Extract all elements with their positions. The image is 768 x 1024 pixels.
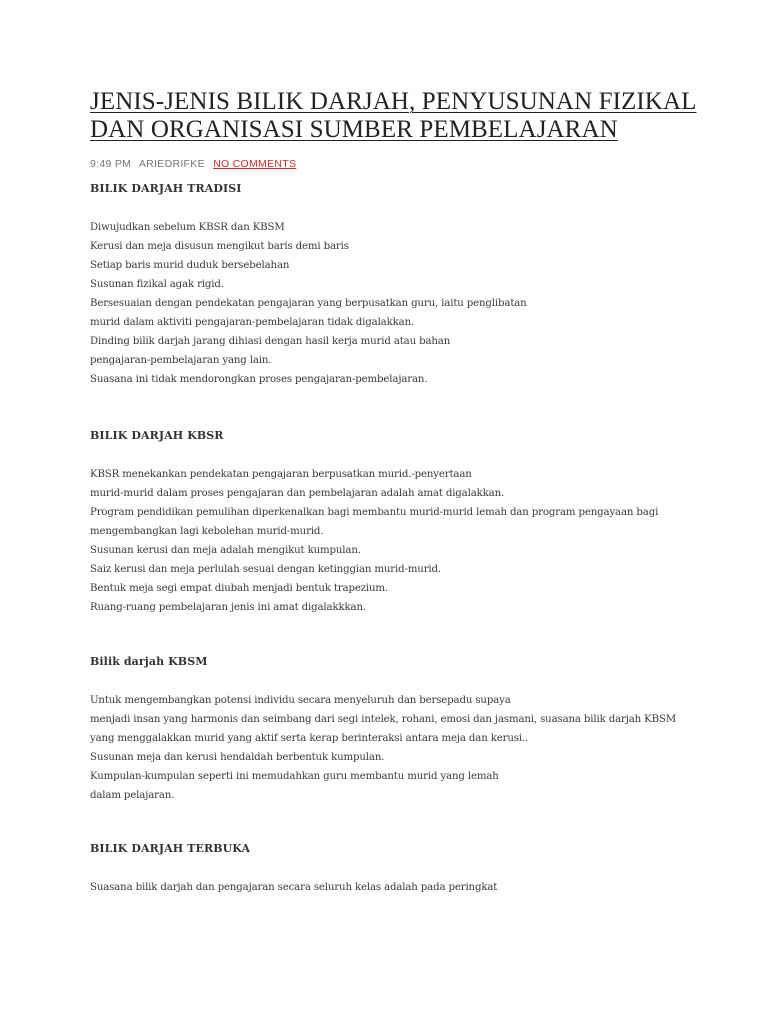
blog-post [90, 88, 730, 171]
body-line: Kumpulan-kumpulan seperti ini memudahkan guru membantu murid yang lemah [90, 771, 499, 782]
post-title[interactable]: JENIS-JENIS BILIK DARJAH, PENYUSUNAN FIZIKAL DAN ORGANISASI SUMBER PEMBELAJARAN [90, 88, 697, 143]
body-line: Kerusi dan meja disusun mengikut baris demi baris [90, 241, 349, 252]
body-line: Program pendidikan pemulihan diperkenalkan bagi membantu murid-murid lemah dan program pengayaan bagi [90, 507, 659, 518]
body-line: Setiap baris murid duduk bersebelahan [90, 260, 290, 271]
section-body [90, 691, 730, 805]
body-line: pengajaran-pembelajaran yang lain. [90, 355, 272, 366]
body-line: Diwujudkan sebelum KBSR dan KBSM [90, 222, 285, 233]
body-line: murid dalam aktiviti pengajaran-pembelajaran tidak digalakkan. [90, 317, 415, 328]
body-line: Susunan meja dan kerusi hendaldah berbentuk kumpulan. [90, 752, 385, 763]
body-line: Untuk mengembangkan potensi individu secara menyeluruh dan bersepadu supaya [90, 695, 511, 706]
section-4 [90, 842, 730, 897]
section-1 [90, 182, 730, 389]
body-line: Suasana bilik darjah dan pengajaran secara seluruh kelas adalah pada peringkat [90, 882, 498, 893]
body-line: Suasana ini tidak mendorongkan proses pengajaran-pembelajaran. [90, 374, 428, 385]
section-heading: Bilik darjah KBSM [90, 655, 208, 668]
body-line: dalam pelajaran. [90, 790, 175, 801]
body-line: mengembangkan lagi kebolehan murid-murid. [90, 526, 324, 537]
body-line: Bersesuaian dengan pendekatan pengajaran yang berpusatkan guru, iaitu penglibatan [90, 298, 527, 309]
section-body [90, 878, 730, 897]
post-meta [90, 157, 730, 171]
section-body [90, 465, 730, 617]
body-line: Dinding bilik darjah jarang dihiasi dengan hasil kerja murid atau bahan [90, 336, 451, 347]
body-line: Susunan fizikal agak rigid. [90, 279, 224, 290]
body-line: Saiz kerusi dan meja perlulah sesuai dengan ketinggian murid-murid. [90, 564, 441, 575]
body-line: murid-murid dalam proses pengajaran dan pembelajaran adalah amat digalakkan. [90, 488, 505, 499]
section-3 [90, 655, 730, 805]
body-line: menjadi insan yang harmonis dan seimbang dari segi intelek, rohani, emosi dan jasmani, suasana bilik darjah KBSM [90, 714, 677, 725]
body-line: Ruang-ruang pembelajaran jenis ini amat digalakkkan. [90, 602, 366, 613]
body-line: KBSR menekankan pendekatan pengajaran berpusatkan murid.-penyertaan [90, 469, 472, 480]
section-heading: BILIK DARJAH TERBUKA [90, 842, 251, 855]
section-2 [90, 429, 730, 617]
comments-link[interactable]: NO COMMENTS [213, 158, 297, 170]
section-body [90, 218, 730, 389]
body-line: Susunan kerusi dan meja adalah mengikut kumpulan. [90, 545, 361, 556]
section-heading: BILIK DARJAH TRADISI [90, 182, 242, 195]
section-heading: BILIK DARJAH KBSR [90, 429, 224, 442]
post-author[interactable]: ARIEDRIFKE [138, 158, 205, 170]
body-line: yang menggalakkan murid yang aktif serta kerap berinteraksi antara meja dan kerusi.. [90, 733, 529, 744]
body-line: Bentuk meja segi empat diubah menjadi bentuk trapezium. [90, 583, 389, 594]
post-time: 9:49 PM [90, 158, 132, 170]
